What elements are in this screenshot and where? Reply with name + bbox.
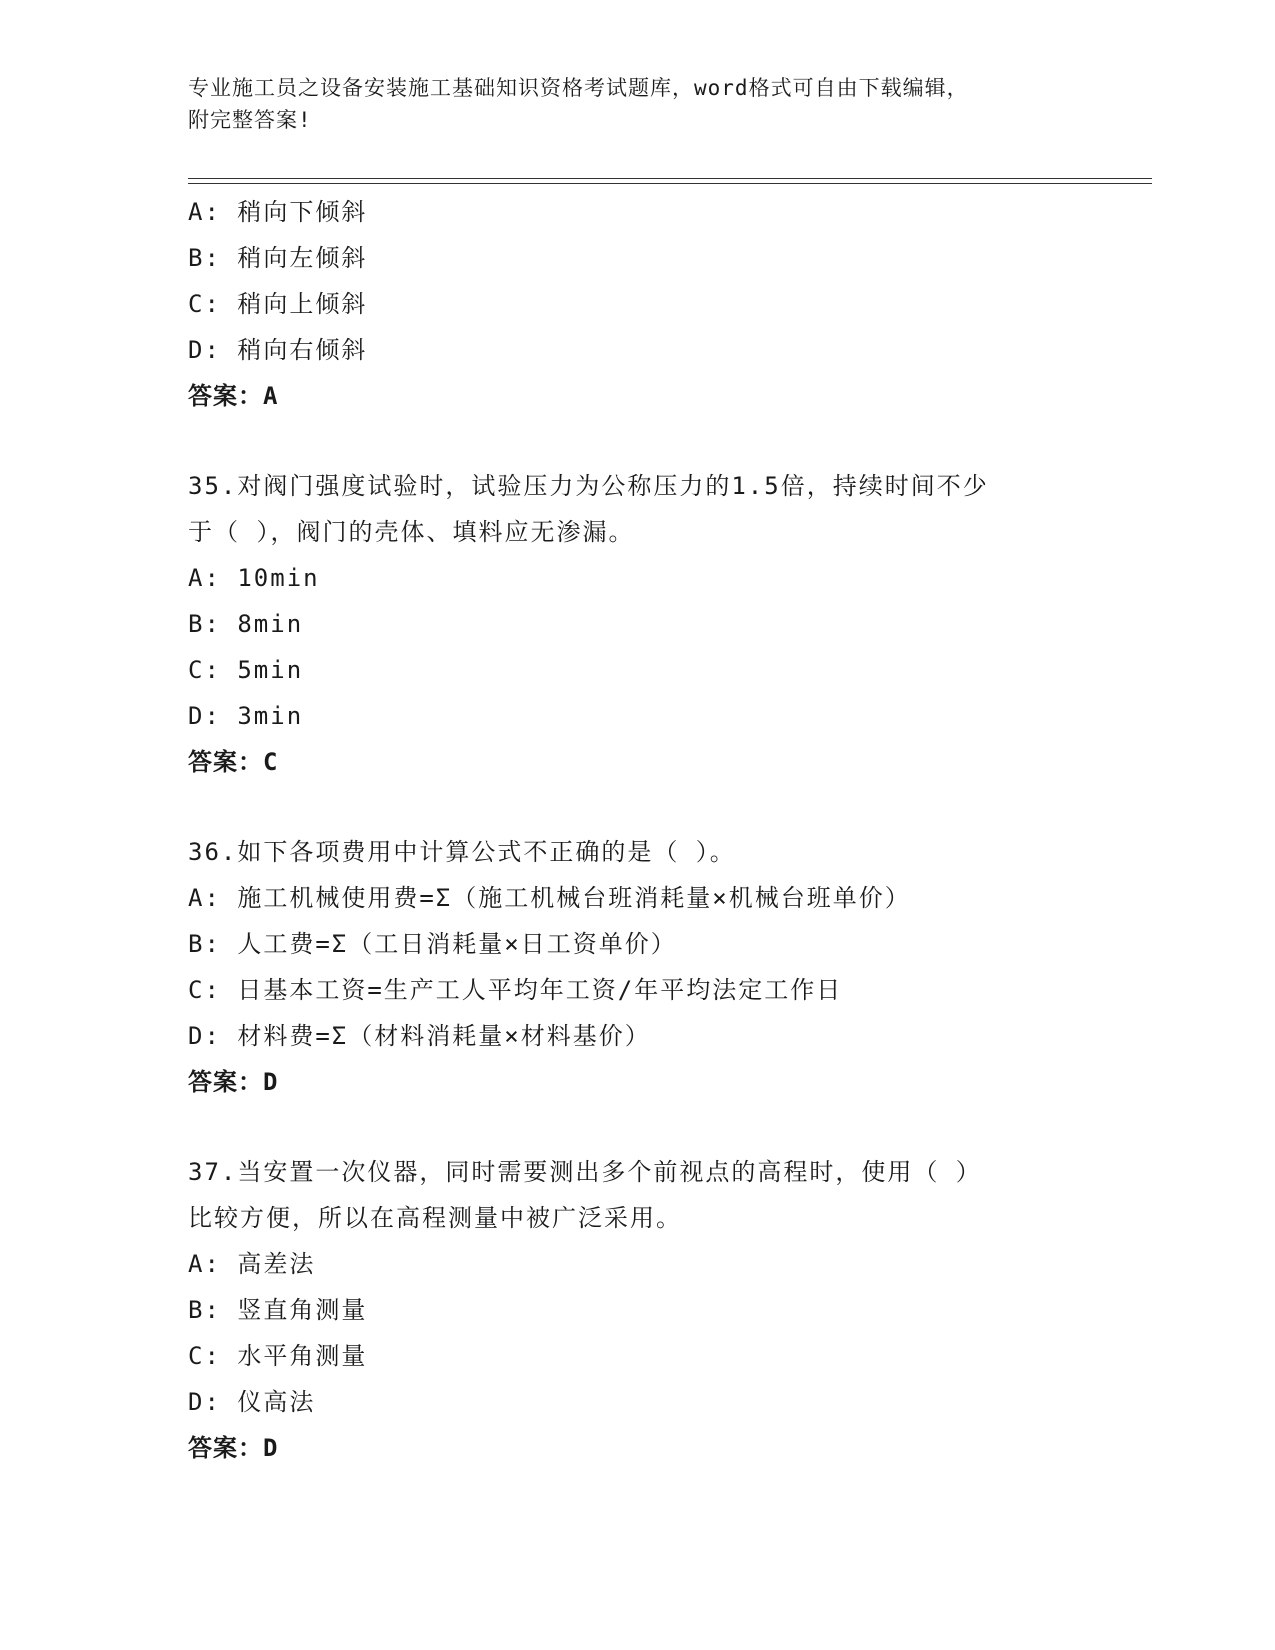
option-b: B: 竖直角测量 bbox=[188, 1296, 368, 1324]
header-title-line-2: 附完整答案! bbox=[188, 108, 312, 132]
answer-label: 答案：C bbox=[188, 748, 279, 776]
question-list bbox=[188, 189, 1148, 1471]
question-block-34 bbox=[188, 189, 1148, 419]
page-header bbox=[188, 72, 1088, 136]
question-block-35 bbox=[188, 463, 1148, 785]
answer-label: 答案：D bbox=[188, 1068, 279, 1096]
question-block-37 bbox=[188, 1149, 1148, 1471]
question-text-line-1: 35.对阀门强度试验时，试验压力为公称压力的1.5倍，持续时间不少 bbox=[188, 472, 989, 500]
question-text-line-2: 于（ ），阀门的壳体、填料应无渗漏。 bbox=[188, 518, 635, 546]
question-text-line-1: 37.当安置一次仪器，同时需要测出多个前视点的高程时，使用（ ） bbox=[188, 1158, 982, 1186]
option-b: B: 人工费=Σ（工日消耗量×日工资单价） bbox=[188, 930, 677, 958]
option-b: B: 8min bbox=[188, 610, 304, 638]
option-d: D: 仪高法 bbox=[188, 1388, 316, 1416]
spacer bbox=[188, 785, 1148, 829]
option-a: A: 10min bbox=[188, 564, 320, 592]
option-a: A: 施工机械使用费=Σ（施工机械台班消耗量×机械台班单价） bbox=[188, 884, 911, 912]
answer-label: 答案：A bbox=[188, 382, 279, 410]
option-d: D: 材料费=Σ（材料消耗量×材料基价） bbox=[188, 1022, 651, 1050]
option-c: C: 5min bbox=[188, 656, 304, 684]
spacer bbox=[188, 1105, 1148, 1149]
option-d: D: 3min bbox=[188, 702, 304, 730]
spacer bbox=[188, 419, 1148, 463]
header-divider-bottom bbox=[188, 183, 1152, 184]
option-b: B: 稍向左倾斜 bbox=[188, 244, 368, 272]
header-title-line-1: 专业施工员之设备安装施工基础知识资格考试题库，word格式可自由下载编辑， bbox=[188, 76, 969, 100]
question-block-36 bbox=[188, 829, 1148, 1105]
option-a: A: 高差法 bbox=[188, 1250, 316, 1278]
option-c: C: 水平角测量 bbox=[188, 1342, 368, 1370]
option-a: A: 稍向下倾斜 bbox=[188, 198, 368, 226]
option-d: D: 稍向右倾斜 bbox=[188, 336, 368, 364]
question-text-line-2: 比较方便，所以在高程测量中被广泛采用。 bbox=[188, 1204, 682, 1232]
header-divider-top bbox=[188, 178, 1152, 179]
question-text-line-1: 36.如下各项费用中计算公式不正确的是（ ）。 bbox=[188, 838, 736, 866]
option-c: C: 稍向上倾斜 bbox=[188, 290, 368, 318]
option-c: C: 日基本工资=生产工人平均年工资/年平均法定工作日 bbox=[188, 976, 843, 1004]
answer-label: 答案：D bbox=[188, 1434, 279, 1462]
